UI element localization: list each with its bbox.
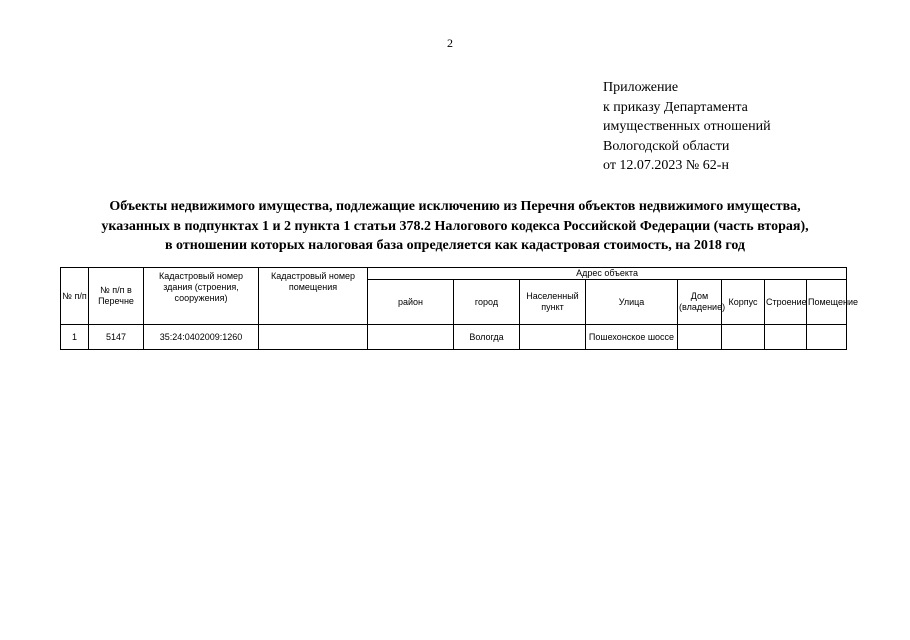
appendix-line: к приказу Департамента: [603, 99, 748, 115]
appendix-line: от 12.07.2023 № 62-н: [603, 158, 729, 173]
title-line: указанных в подпунктах 1 и 2 пункта 1 статьи 378.2 Налогового кодекса Российской Федерации (часть вторая),: [101, 218, 809, 234]
header-korpus: Корпус: [722, 280, 765, 325]
document-title: [60, 197, 850, 256]
objects-table: [60, 267, 858, 350]
header-stroenie: Строение: [765, 280, 807, 325]
cell-city: Вологда: [454, 325, 520, 350]
page-number: 2: [447, 36, 453, 50]
cell-street: Пошехонское шоссе: [586, 325, 678, 350]
title-line: Объекты недвижимого имущества, подлежащие исключению из Перечня объектов недвижимого имущества,: [109, 199, 801, 214]
header-address-group: Адрес объекта: [368, 268, 847, 280]
header-room: Помещение: [807, 280, 847, 325]
cell-korpus: [722, 325, 765, 350]
cell-district: [368, 325, 454, 350]
cell-house: [678, 325, 722, 350]
cell-settlement: [520, 325, 586, 350]
header-district: район: [368, 280, 454, 325]
cell-room-cadastral: [259, 325, 368, 350]
appendix-line: имущественных отношений: [603, 119, 771, 134]
header-street: Улица: [586, 280, 678, 325]
cell-building-cadastral: 35:24:0402009:1260: [144, 325, 259, 350]
title-line: в отношении которых налоговая база определяется как кадастровая стоимость, на 2018 год: [164, 238, 746, 253]
cell-num: 1: [61, 325, 89, 350]
table-row: [61, 325, 847, 350]
cell-list-num: 5147: [89, 325, 144, 350]
appendix-line: Приложение: [603, 80, 679, 95]
header-settlement: Населенный пункт: [520, 280, 586, 325]
header-city: город: [454, 280, 520, 325]
header-house: Дом (владение): [678, 280, 722, 325]
appendix-reference: [603, 78, 771, 176]
header-building-cadastral: Кадастровый номер здания (строения, сооружения): [144, 268, 259, 325]
header-room-cadastral: Кадастровый номер помещения: [259, 268, 368, 325]
cell-room: [807, 325, 847, 350]
header-num: № п/п: [61, 268, 89, 325]
appendix-line: Вологодской области: [603, 138, 730, 154]
header-list-num: № п/п в Перечне: [89, 268, 144, 325]
cell-stroenie: [765, 325, 807, 350]
